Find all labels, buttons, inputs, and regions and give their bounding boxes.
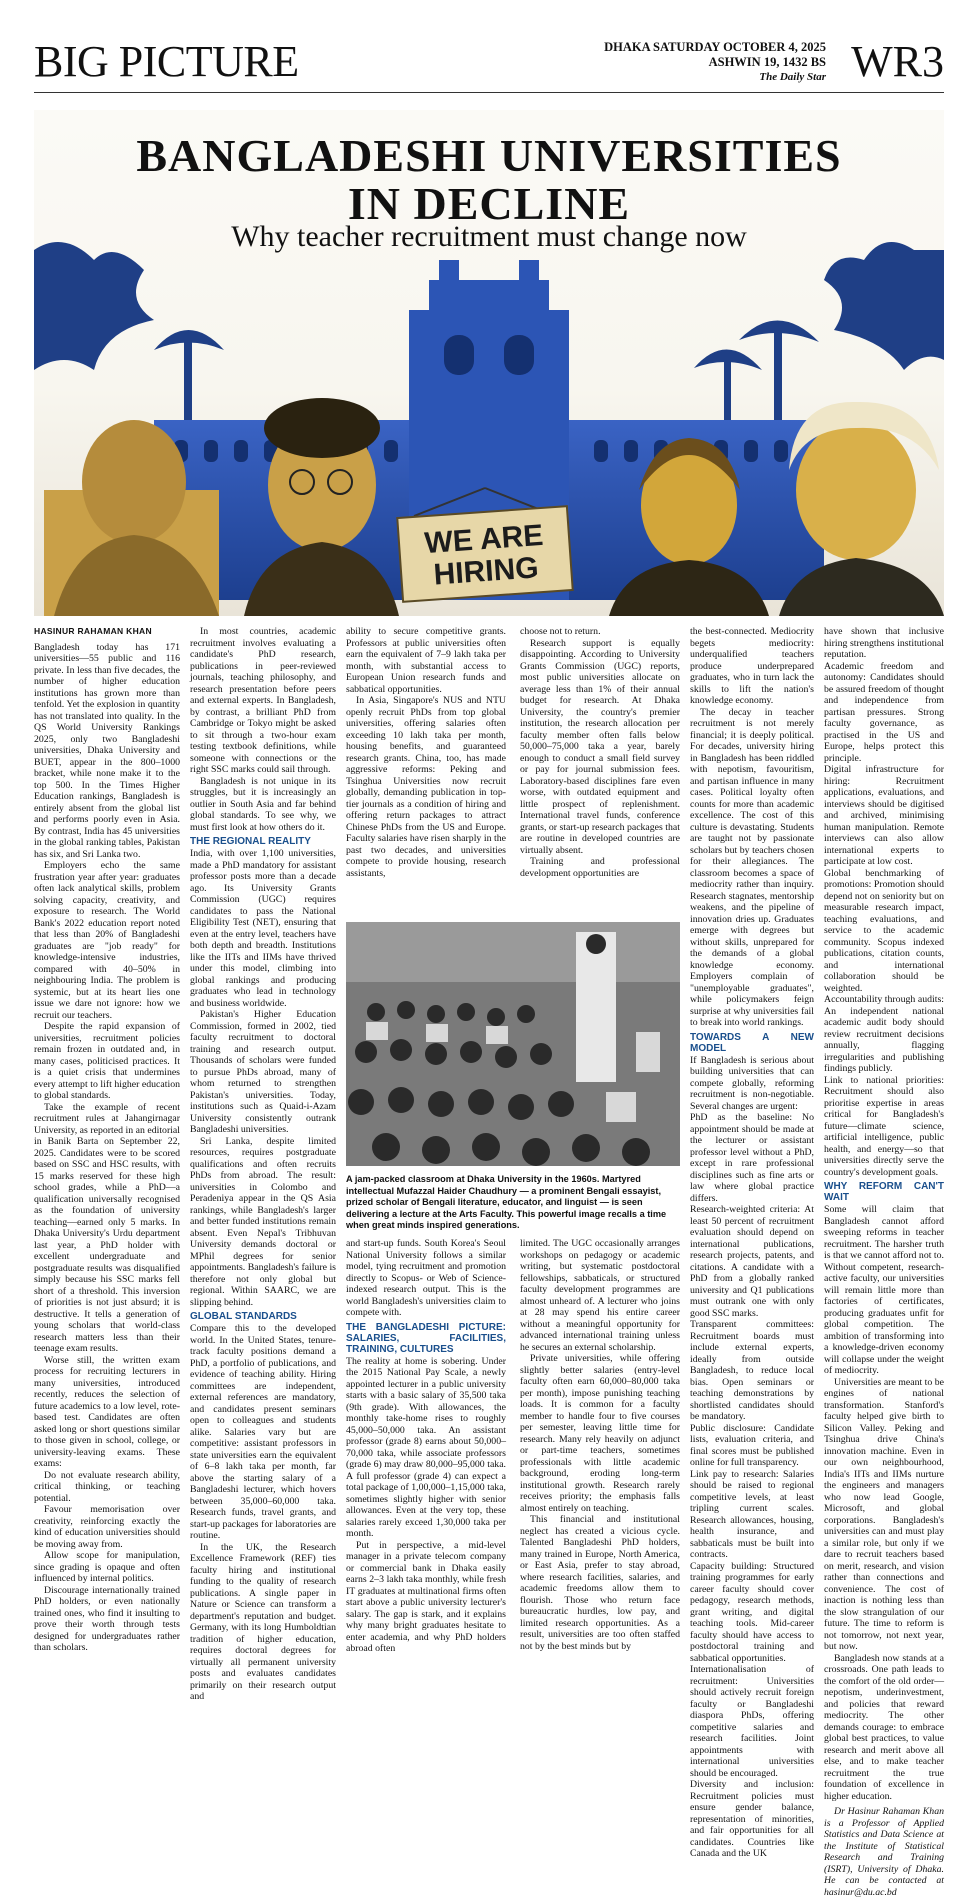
classroom-photo — [346, 922, 680, 1166]
reform-point: Public disclosure: Candidate lists, evaluation criteria, and final scores must be published online for full transparency. — [690, 1422, 814, 1468]
paragraph: The reality at home is sobering. Under the 2015 National Pay Scale, a newly appointed lecturer in a public university starts with a basic salary of 35,500 taka (9th grade). With allowances, the monthly take-home rises to roughly 45,000–50,000 taka. An assistant professor (grade 8) earns about 50,000–70,000 taka, while associate professors (grade 6) may draw 80,000–95,000 taka. A full professor (grade 4) can expect a total package of 1,00,000–1,15,000 taka, sometimes slightly higher with senior allowances. Even at the very top, these salaries rarely exceed 1,30,000 taka per month. — [346, 1355, 506, 1539]
paragraph: limited. The UGC occasionally arranges workshops on pedagogy or academic writing, but systematic postdoctoral fellowships, sabbaticals, or structured faculty development programmes are almost unheard of. A lecturer who joins at 28 may spend his entire career without a meaningful opportunity for advanced international training unless he secures an external scholarship. — [520, 1238, 680, 1353]
sign-line-1: WE ARE — [423, 518, 545, 561]
reform-point: Capacity building: Structured training programmes for early career faculty should cover pedagogy, research methods, grant writing, and digital teaching tools. Mid-career faculty should have access to postdoctoral training and sabbatical opportunities. — [690, 1560, 814, 1664]
headline-line-2: IN DECLINE — [347, 178, 631, 229]
classroom-scene — [346, 922, 680, 1166]
portrait-4 — [779, 402, 944, 616]
article-body — [34, 626, 944, 1898]
paragraph: This financial and institutional neglect has created a vicious cycle. Talented Bangladeshi PhD holders, many trained in Europe, North America, or East Asia, prefer to stay abroad, where research facilities, salaries, and academic freedoms allow them to flourish. Those who return face bureaucratic hurdles, low pay, and limited research opportunities. As a result, universities are too often staffed not by the best minds but by — [520, 1514, 680, 1652]
column-1 — [34, 626, 180, 1653]
paragraph: Employers echo the same frustration year after year: graduates often lack analytical skills, problem solving capacity, creativity, and exposure to research. The World Bank's 2022 education report noted that less than 20% of Bangladeshi graduates are "job ready" for knowledge-intensive industries, compared with 40–50% in neighbouring India. The problem is systemic, but at its heart lies one issue we dare not ignore: how we recruit our teachers. — [34, 860, 180, 1021]
hero-illustration — [34, 110, 944, 616]
paragraph: India, with over 1,100 universities, made a PhD mandatory for assistant professor posts more than a decade ago. Its University Grants Commission (UGC) requires candidates to pass the National Eligibility Test (NET), ensuring that even at the entry level, teachers have both depth and breadth. Institutions like the IITs and IIMs have thrived under this model, climbing into global rankings and producing graduates who lead in technology and business worldwide. — [190, 848, 336, 1009]
byline: HASINUR RAHAMAN KHAN — [34, 626, 152, 636]
author-bio: Dr Hasinur Rahaman Khan is a Professor of Applied Statistics and Data Science at the Institute of Statistical Research and Training (ISRT), University of Dhaka. He can be contacted at hasinur@du.ac.bd — [824, 1806, 944, 1898]
sign-line-2: HIRING — [432, 551, 540, 592]
headline-line-1: BANGLADESHI UNIVERSITIES — [136, 130, 842, 181]
page-header — [34, 34, 944, 92]
reform-point: Research-weighted criteria: At least 50 percent of recruitment evaluation should depend on international publications, research projects, patents, and citations. A candidate with a PhD from a globally ranked university and Q1 publications must outrank one with only good SSC marks. — [690, 1204, 814, 1319]
paragraph: Allow scope for manipulation, since grading is opaque and often influenced by internal politics. — [34, 1550, 180, 1584]
paragraph: Training and professional development opportunities are — [520, 856, 680, 879]
reform-point: Global benchmarking of promotions: Promotion should depend not on seniority but on measurable research impact, teaching evaluations, and service to the academic community. Scopus indexed publications, citation counts, and international collaboration should be weighted. — [824, 867, 944, 994]
section-title: BIG PICTURE — [34, 37, 299, 86]
paragraph: Bangladesh is not unique in its struggles, but it is increasingly an outlier in South Asia and far behind global standards. To see why, we must first look at how others do it. — [190, 775, 336, 833]
reform-point: Link pay to research: Salaries should be raised to regional competitive levels, at least tripling current scales. Research allowances, housing, health insurance, and sabbaticals must be built into contracts. — [690, 1468, 814, 1560]
subheading-new-model: TOWARDS A NEW MODEL — [690, 1031, 814, 1054]
paragraph: Universities are meant to be engines of national transformation. Stanford's faculty helped give birth to Silicon Valley. Peking and Tsinghua drive China's innovation machine. Even in our own neighbourhood, India's IITs and IIMs nurture the engineers and managers who now lead Google, Microsoft, and global corporations. Bangladesh's universities can and must play a similar role, but only if we dare to recruit teachers based on merit, research, and vision rather than connections and convenience. The cost of inaction is nothing less than the slow strangulation of our future. The time to reform is not tomorrow, not next year, but now. — [824, 1376, 944, 1652]
paragraph: Worse still, the written exam process for recruiting lecturers in many universities, introduced recently, reduces the selection of future academics to a low level, rote-based test. Candidates are often asked long or short questions similar to those given in school, college, or university-leaving exams. These exams: — [34, 1354, 180, 1469]
reform-point: Accountability through audits: An independent national academic audit body should review recruitment decisions annually, flagging irregularities and publishing findings publicly. — [824, 994, 944, 1074]
column-3-bottom — [346, 1238, 506, 1654]
paragraph: have shown that inclusive hiring strengthens institutional reputation. — [824, 626, 944, 660]
paragraph: The decay in teacher recruitment is not merely financial; it is deeply political. For decades, university hiring in Bangladesh has been riddled with nepotism, favouritism, and partisan influence in many cases. Political loyalty often counts for more than academic excellence. The cost of this culture is devastating. Students are taught not by passionate scholars but by teachers chosen for their allegiances. The classroom becomes a space of mediocrity rather than inquiry. Research stagnates, mentorship weakens, and the pipeline of innovation dries up. Graduates emerge with degrees but without skills, unprepared for the demands of a global knowledge economy. Employers complain of "unemployable graduates", while policymakers feign surprise at why universities fail to break into world rankings. — [690, 706, 814, 1028]
paragraph: Take the example of recent recruitment rules at Jahangirnagar University, as reported in an editorial in Banik Barta on September 22, 2025. Candidates were to be scored based on SSC and HSC results, with 15 marks reserved for these high school grades, while a PhD—a qualification universally recognised as the foundation of university teaching—earned only 5 marks. In Dhaka University's Urdu department last year, a PhD holder with excellent undergraduate and postgraduate results was disqualified simply because his SSC marks fell short of a threshold. This inversion of priorities is not just absurd; it is destructive. It tells a generation of young scholars that world-class research matters less than their teenage exam results. — [34, 1101, 180, 1354]
paragraph: In most countries, academic recruitment involves evaluating a candidate's PhD research, publications in peer-reviewed journals, teaching philosophy, and research presentation before peers and external experts. In Bangladesh, by contrast, a brilliant PhD from Cambridge or Tokyo might be asked to sit through a two-hour exam testing textbook definitions, while someone with connections or the right SSC marks could sail through. — [190, 626, 336, 775]
paragraph: Compare this to the developed world. In the United States, tenure-track faculty positions demand a PhD, a portfolio of publications, and evidence of teaching ability. Hiring committees are independent, external references are mandatory, and candidates present seminars open to colleagues and students alike. Salaries vary but are competitive: assistant professors in state universities earn the equivalent of 6–8 lakh taka per month, far above the starting salary of a Bangladeshi lecturer, which hovers between 35,000–60,000 taka. Research funds, travel grants, and start-up packages for laboratories are routine. — [190, 1323, 336, 1541]
subheading-global: GLOBAL STANDARDS — [190, 1311, 297, 1322]
photo-caption: A jam-packed classroom at Dhaka University in the 1960s. Martyred intellectual Mufazzal Haider Chaudhury — a prominent Bengali essayist, prized scholar of Bengali literature, educator, and linguist — is seen delivering a lecture at the Arts Faculty. This powerful image recalls a time when great minds inspired generations. — [346, 1174, 667, 1230]
bangla-date: ASHWIN 19, 1432 BS — [708, 55, 826, 69]
paragraph: Some will claim that Bangladesh cannot afford sweeping reforms in teacher recruitment. The harsher truth is that we cannot afford not to. Without competent, research-active faculty, our universities will remain little more than factories of certificates, producing graduates unfit for global competition. The ambition of transforming into a knowledge-driven economy will collapse under the weight of mediocrity. — [824, 1204, 944, 1376]
page-number: WR3 — [851, 37, 944, 86]
column-4-bottom — [520, 1238, 680, 1652]
reform-point: Digital infrastructure for hiring: Recruitment applications, evaluations, and interviews should be digitised and archived, minimising human manipulation. Remote interviews can also allow international experts to participate at low cost. — [824, 764, 944, 867]
hiring-sign — [394, 488, 576, 600]
paragraph: In the UK, the Research Excellence Framework (REF) ties faculty hiring and institutional funding to the quality of research publications. A single paper in Nature or Science can transform a department's reputation and budget. Germany, with its long Humboldtian tradition of higher education, requires doctoral degrees for virtually all permanent university posts and evaluates candidates primarily on their research output and — [190, 1541, 336, 1702]
paragraph: Private universities, while offering slightly better salaries (entry-level faculty often earn 60,000–80,000 taka per month), impose punishing teaching loads. It is common for a faculty member to handle four to five courses per semester, leaving little time for research. Many rely heavily on adjunct or part-time teachers, sometimes professionals with little academic background, eroding long-term institutional growth. Research rarely receives priority; the emphasis falls almost entirely on teaching. — [520, 1353, 680, 1514]
header-rule — [34, 92, 944, 93]
subheading-bangladeshi-picture: THE BANGLADESHI PICTURE: SALARIES, FACILITIES, TRAINING, CULTURES — [346, 1321, 506, 1355]
paragraph: Sri Lanka, despite limited resources, requires postgraduate qualifications and often recruits PhDs from abroad. The result: universities in Colombo and Peradeniya appear in the QS Asia rankings, while Bangladesh's larger and better funded institutions remain absent. Even Nepal's Tribhuvan University demands doctoral or MPhil degrees for senior appointments. Bangladesh's failure is therefore not only global but regional. Within SAARC, we are slipping behind. — [190, 1135, 336, 1308]
reform-point: Link to national priorities: Recruitment should also prioritise expertise in areas critical for Bangladesh's future—climate science, artificial intelligence, public health, and energy—so that universities directly serve the country's development goals. — [824, 1074, 944, 1178]
paragraph: Despite the rapid expansion of universities, recruitment policies remain frozen in outdated and, in many cases, politicised practices. It is a quiet crisis that undermines every attempt to lift higher education to global standards. — [34, 1021, 180, 1101]
column-6 — [824, 626, 944, 1898]
paragraph: choose not to return. — [520, 626, 601, 637]
paragraph: Research support is equally disappointing. According to University Grants Commission (UGC) reports, most public universities allocate on average less than 1% of their annual budget for research. At Dhaka University, the country's premier institution, the research allocation per faculty member often falls below 50,000–75,000 taka a year, barely enough to conduct a small field survey or pay for journal submission fees. Laboratory-based disciplines fare even worse, with outdated equipment and little prospect of replenishment. International travel funds, conference grants, or start-up research packages that are routine in developed countries are virtually absent. — [520, 637, 680, 856]
reform-point: Diversity and inclusion: Recruitment policies must ensure gender balance, representation of minorities, and fair opportunities for all candidates. Countries like Canada and the UK — [690, 1779, 814, 1859]
column-4-top — [520, 626, 680, 916]
subheading-why-reform: WHY REFORM CAN'T WAIT — [824, 1181, 944, 1203]
paragraph: the best-connected. Mediocrity begets mediocrity: underqualified teachers produce underprepared graduates, who in turn lack the skills to lift the nation's knowledge economy. — [690, 626, 814, 706]
paragraph: Do not evaluate research ability, critical thinking, or teaching potential. — [34, 1469, 180, 1504]
column-3-top — [346, 626, 506, 916]
paragraph: and start-up funds. South Korea's Seoul National University follows a similar model, tying recruitment and promotion directly to Scopus- or Web of Science-indexed research output. This is the world Bangladesh's universities claim to compete with. — [346, 1238, 506, 1318]
reform-point: Academic freedom and autonomy: Candidates should be assured freedom of thought and independence from partisan pressures. Strong faculty governance, as practised in the US and Europe, helps protect this principle. — [824, 660, 944, 764]
paragraph: Favour memorisation over creativity, reinforcing exactly the kind of education universities should be moving away from. — [34, 1504, 180, 1550]
paragraph: If Bangladesh is serious about building universities that can compete globally, reforming recruitment is non-negotiable. Several changes are urgent: — [690, 1054, 814, 1112]
dateline — [604, 40, 826, 85]
paragraph: ability to secure competitive grants. Professors at public universities often earn the equivalent of 7–9 lakh taka per month, with substantial access to European Union research funds and sabbatical opportunities. — [346, 626, 506, 695]
subheadline: Why teacher recruitment must change now — [231, 220, 747, 253]
reform-point: Internationalisation of recruitment: Universities should actively recruit foreign faculty or Bangladeshi diaspora PhDs, offering competitive salaries and research facilities. Joint appointments with international universities should be encouraged. — [690, 1664, 814, 1779]
reform-point: Transparent committees: Recruitment boards must include external experts, ideally from outside Bangladesh, to reduce local bias. Open seminars or teaching demonstrations by shortlisted candidates should be mandatory. — [690, 1319, 814, 1422]
column-5 — [690, 626, 814, 1859]
paragraph: In Asia, Singapore's NUS and NTU openly recruit PhDs from top global universities, offering salaries often exceeding 10 lakh taka per month, housing benefits, and guaranteed research grants. China, too, has made aggressive reforms: Peking and Tsinghua Universities now recruit globally, demanding publication in top-tier journals as a condition of hiring and offering return packages to attract Chinese PhDs from the US and Europe. Faculty salaries have risen sharply in the past two decades, and universities compete to provide housing, research assistants, — [346, 695, 506, 879]
masthead-logo: The Daily Star — [759, 71, 826, 83]
reform-point: PhD as the baseline: No appointment should be made at the lecturer or assistant professor level without a PhD, except in rare professional disciplines such as fine arts or law where global practice differs. — [690, 1112, 814, 1204]
column-2 — [190, 626, 336, 1702]
paragraph: Pakistan's Higher Education Commission, formed in 2002, tied faculty recruitment to doctoral training and research output. Thousands of scholars were funded to pursue PhDs abroad, many of whom returned to strengthen Pakistan's universities. Today, institutions such as Quaid-i-Azam University consistently outrank Bangladeshi universities. — [190, 1009, 336, 1135]
paragraph: Put in perspective, a mid-level manager in a private telecom company or commercial bank in Dhaka easily earns 2–3 lakh taka monthly, while fresh IT graduates at multinational firms often start above a public university lecturer's salary. The gap is stark, and it explains why many bright graduates hesitate to enter academia, and why PhD holders abroad often — [346, 1539, 506, 1654]
headline — [34, 132, 944, 228]
date: DHAKA SATURDAY OCTOBER 4, 2025 — [604, 40, 826, 54]
subheading-regional: THE REGIONAL REALITY — [190, 836, 311, 847]
paragraph: Discourage internationally trained PhD holders, or even nationally trained ones, who find it insulting to prove their worth through tests designed for undergraduates rather than scholars. — [34, 1584, 180, 1653]
paragraph: Bangladesh today has 171 universities—55 public and 116 private. In less than five decades, the number of higher education institutions has grown more than tenfold. Yet the explosion in quantity has not translated into quality. In the QS World University Rankings 2025, only two Bangladeshi universities, Dhaka University and BUET, appear in the 800–1000 bracket, while none make it to the top 500. In the Times Higher Education rankings, Bangladesh is entirely absent from the global list and performs poorly even in Asia. By contrast, India has 45 universities in the global ranking tables, Pakistan has six, and Sri Lanka two. — [34, 641, 180, 860]
paragraph: Bangladesh now stands at a crossroads. One path leads to the comfort of the old order—nepotism, underinvestment, and policies that reward mediocrity. The other demands courage: to embrace global best practices, to value research and merit above all else, and to make teacher recruitment the true foundation of excellence in higher education. — [824, 1652, 944, 1802]
